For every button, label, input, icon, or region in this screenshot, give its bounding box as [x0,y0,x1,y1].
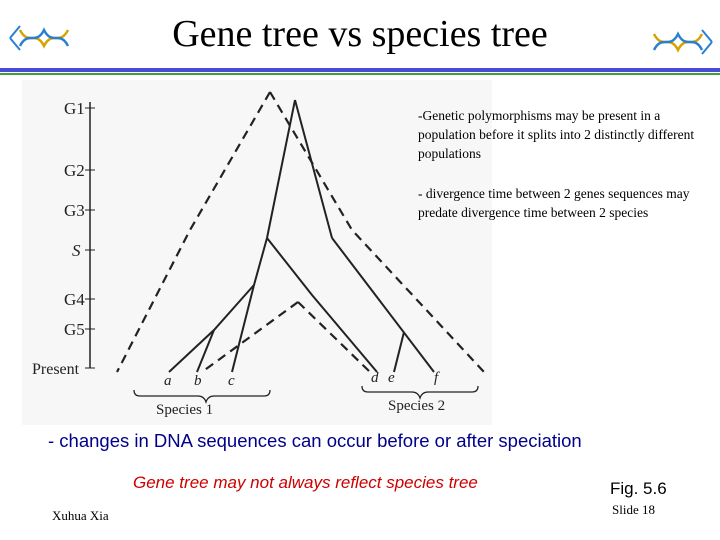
species2-bracket [362,386,478,398]
gene-tree [169,100,434,372]
title-rule-green [0,73,720,75]
species2-label: Species 2 [388,398,446,414]
tip-label-d: d [371,370,379,386]
conclusion-text: Gene tree may not always reflect species tree [133,473,478,492]
slide-title: Gene tree vs species tree [172,13,548,55]
dna-helix-icon [648,24,716,65]
note-divergence: - divergence time between 2 genes sequences may predate divergence time between 2 species [418,186,690,220]
species1-label: Species 1 [156,402,214,418]
time-label-g1: G1 [64,99,85,118]
tip-label-b: b [194,373,202,389]
tip-label-c: c [228,373,235,389]
figure-reference: Fig. 5.6 [610,479,667,498]
tip-label-f: f [434,370,439,386]
title-rule-blue [0,68,720,72]
speciation-bullet: - changes in DNA sequences can occur before or after speciation [48,430,582,451]
time-label-g3: G3 [64,201,85,220]
time-label-g4: G4 [64,290,85,309]
time-label-present: Present [32,361,80,378]
time-label-g2: G2 [64,161,85,180]
author-footer: Xuhua Xia [52,508,109,523]
species1-bracket [134,390,270,402]
note-polymorphism: -Genetic polymorphisms may be present in a population before it splits into 2 distinctly different populations [418,108,695,161]
time-label-s: S [72,241,81,260]
tip-label-a: a [164,373,172,389]
time-label-g5: G5 [64,320,85,339]
slide-number: Slide 18 [612,502,655,517]
tip-label-e: e [388,370,395,386]
